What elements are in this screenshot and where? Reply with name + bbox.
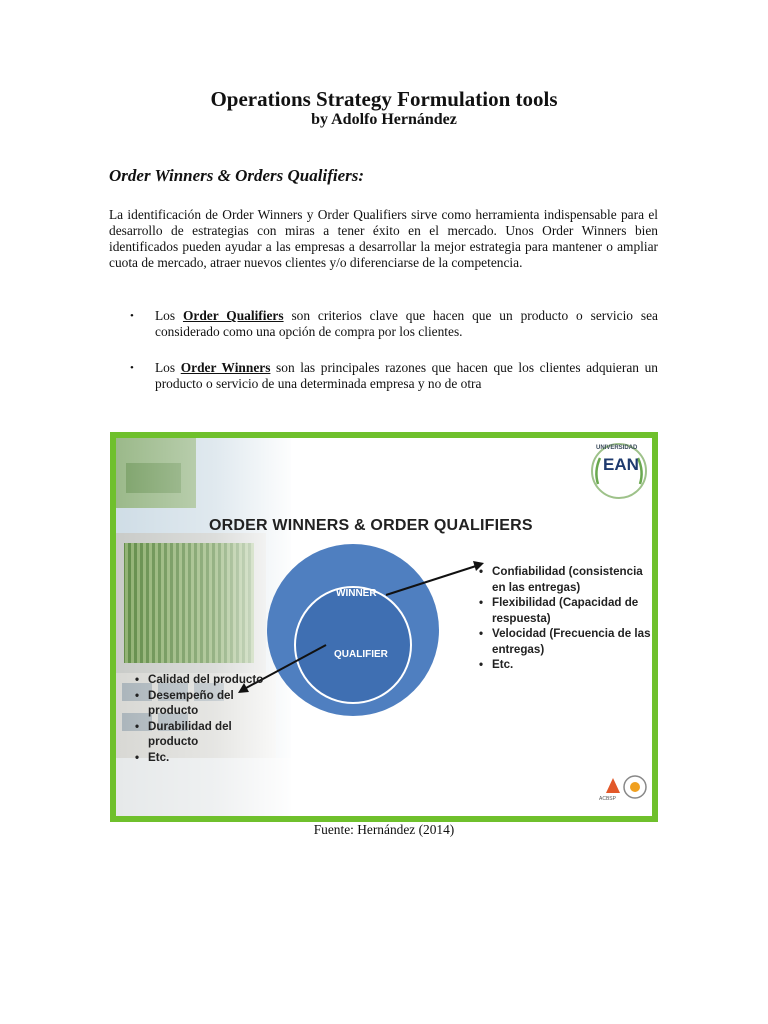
bullet-prefix: Los <box>155 308 176 323</box>
acbsp-logo-text: ACBSP <box>599 796 616 802</box>
document-title: Operations Strategy Formulation tools <box>210 87 558 111</box>
document-author: by Adolfo Hernández <box>311 111 457 128</box>
section-heading: Order Winners & Orders Qualifiers: <box>109 166 365 185</box>
bullet-body: son las principales razones que hacen que los clientes adquieran un producto o servicio de una determinada empresa y no de otra <box>155 360 658 391</box>
bullet-dot-icon: • <box>130 362 134 374</box>
figure-caption: Fuente: Hernández (2014) <box>313 822 455 837</box>
qualifier-circle-label: QUALIFIER <box>334 649 388 660</box>
list-item: • Flexibilidad (Capacidad de respuesta) <box>479 595 654 626</box>
order-winners-qualifiers-figure <box>110 432 658 822</box>
list-item: • Etc. <box>479 657 654 673</box>
winner-criteria-list <box>479 564 654 673</box>
bullet-term: Order Qualifiers <box>182 308 284 323</box>
intro-paragraph: La identificación de Order Winners y Order Qualifiers sirve como herramienta indispensable para el desarrollo de estrategias con miras a tener éxito en el mercado. Unos Order Winners bien identificados pueden ayudar a las empresas a desarrollar la mejor estrategia para mantener o ampliar cuota de mercado, atraer nuevos clientes y/o diferenciarse de la competencia. <box>109 207 658 270</box>
bullet-term: Order Winners <box>180 360 271 375</box>
qualifier-criteria-list <box>135 672 285 765</box>
bullet-text <box>155 308 658 340</box>
accreditation-logos <box>606 776 646 798</box>
winner-ring-label: WINNER <box>336 588 377 599</box>
qualifier-inner-circle <box>295 587 411 703</box>
list-item: • Confiabilidad (consistencia en las entregas) <box>479 564 654 595</box>
bullet-text <box>155 360 658 392</box>
logo-ean-text: EAN <box>603 455 639 474</box>
bullet-dot-icon: • <box>130 310 134 322</box>
slide-title: ORDER WINNERS & ORDER QUALIFIERS <box>209 517 533 534</box>
list-item: • Durabilidad del producto <box>135 719 285 750</box>
bullet-prefix: Los <box>155 360 176 375</box>
bullet-body: son criterios clave que hacen que un producto o servicio sea considerado como una opción de compra por los clientes. <box>155 308 658 339</box>
list-item: • Calidad del producto <box>135 672 285 688</box>
list-item: • Desempeño del producto <box>135 688 285 719</box>
list-item: • Velocidad (Frecuencia de las entregas) <box>479 626 654 657</box>
logo-university-text: UNIVERSIDAD <box>596 445 638 451</box>
list-item: • Etc. <box>135 750 285 766</box>
